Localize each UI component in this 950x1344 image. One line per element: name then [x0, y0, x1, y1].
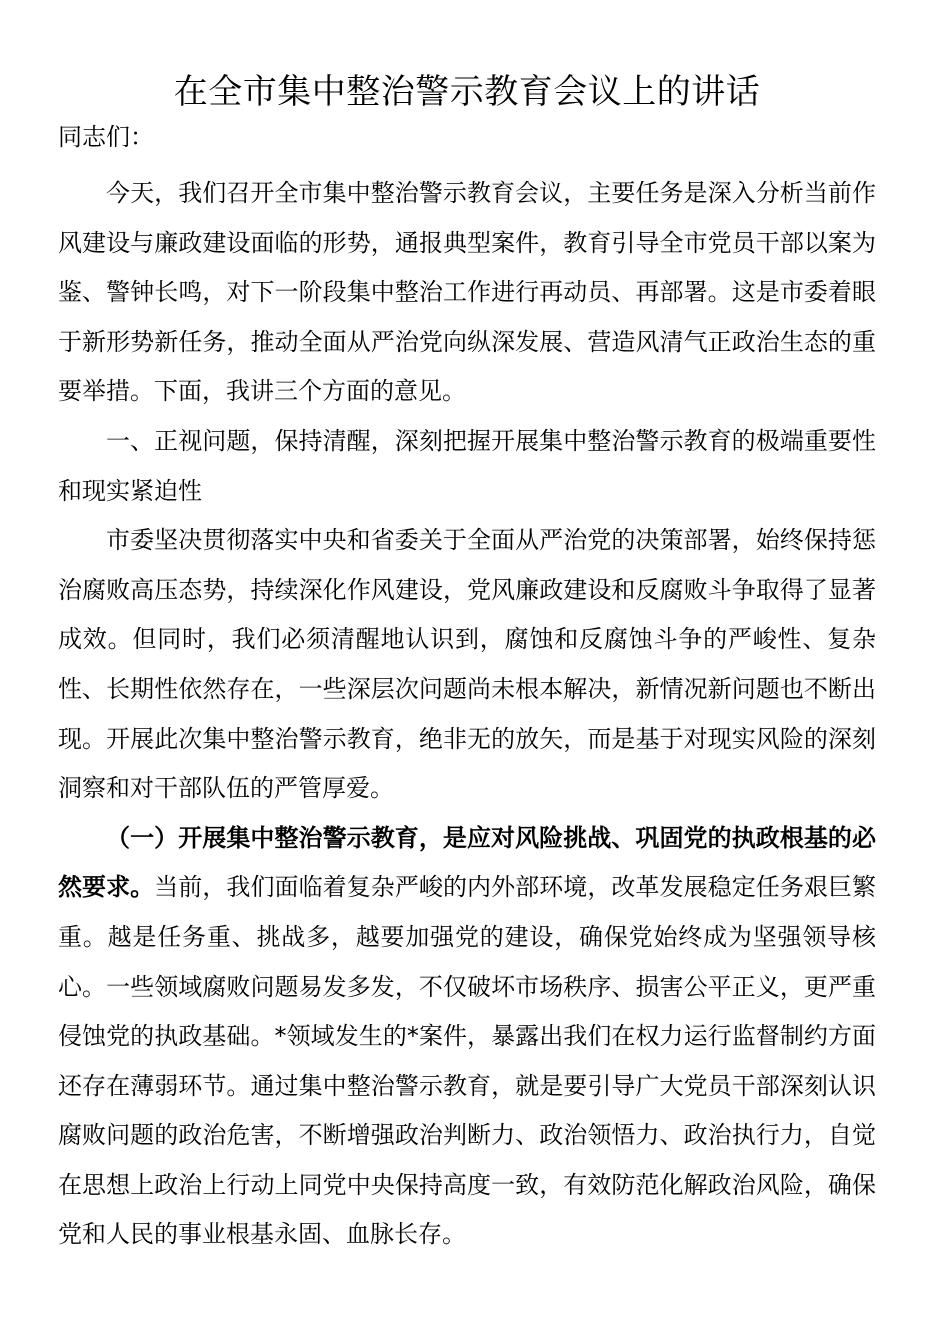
paragraph-intro: 今天，我们召开全市集中整治警示教育会议，主要任务是深入分析当前作风建设与廉政建设面临的形势，通报典型案件，教育引导全市党员干部以案为鉴、警钟长鸣，对下一阶段集中整治工作进行再动员、再部署。这是市委着眼于新形势新任务，推动全面从严治党向纵深发展、营造风清气正政治生态的重要举措。下面，我讲三个方面的意见。	[58, 179, 876, 406]
paragraph-subsection-1	[58, 814, 876, 1260]
section-heading-1: 一、正视问题，保持清醒，深刻把握开展集中整治警示教育的极端重要性和现实紧迫性	[58, 426, 876, 505]
subsection-1-body: 当前，我们面临着复杂严峻的内外部环境，改革发展稳定任务艰巨繁重。越是任务重、挑战多，越要加强党的建设，确保党始终成为坚强领导核心。一些领域腐败问题易发多发，不仅破坏市场秩序、损害公平正义，更严重侵蚀党的执政基础。*领域发生的*案件，暴露出我们在权力运行监督制约方面还存在薄弱环节。通过集中整治警示教育，就是要引导广大党员干部深刻认识腐败问题的政治危害，不断增强政治判断力、政治领悟力、政治执行力，自觉在思想上政治上行动上同党中央保持高度一致，有效防范化解政治风险，确保党和人民的事业根基永固、血脉长存。	[58, 873, 877, 1249]
subsection-heading-1: （一）开展集中整治警示教育，是应对风险挑战、巩固党的执政根基的必然要求。	[58, 823, 876, 902]
page-title: 在全市集中整治警示教育会议上的讲话	[173, 72, 761, 112]
document-page	[58, 68, 876, 1260]
salutation: 同志们：	[58, 123, 154, 151]
paragraph-section-1-body: 市委坚决贯彻落实中央和省委关于全面从严治党的决策部署，始终保持惩治腐败高压态势，持续深化作风建设，党风廉政建设和反腐败斗争取得了显著成效。但同时，我们必须清醒地认识到，腐蚀和反腐蚀斗争的严峻性、复杂性、长期性依然存在，一些深层次问题尚未根本解决，新情况新问题也不断出现。开展此次集中整治警示教育，绝非无的放矢，而是基于对现实风险的深刻洞察和对干部队伍的严管厚爱。	[58, 526, 876, 803]
